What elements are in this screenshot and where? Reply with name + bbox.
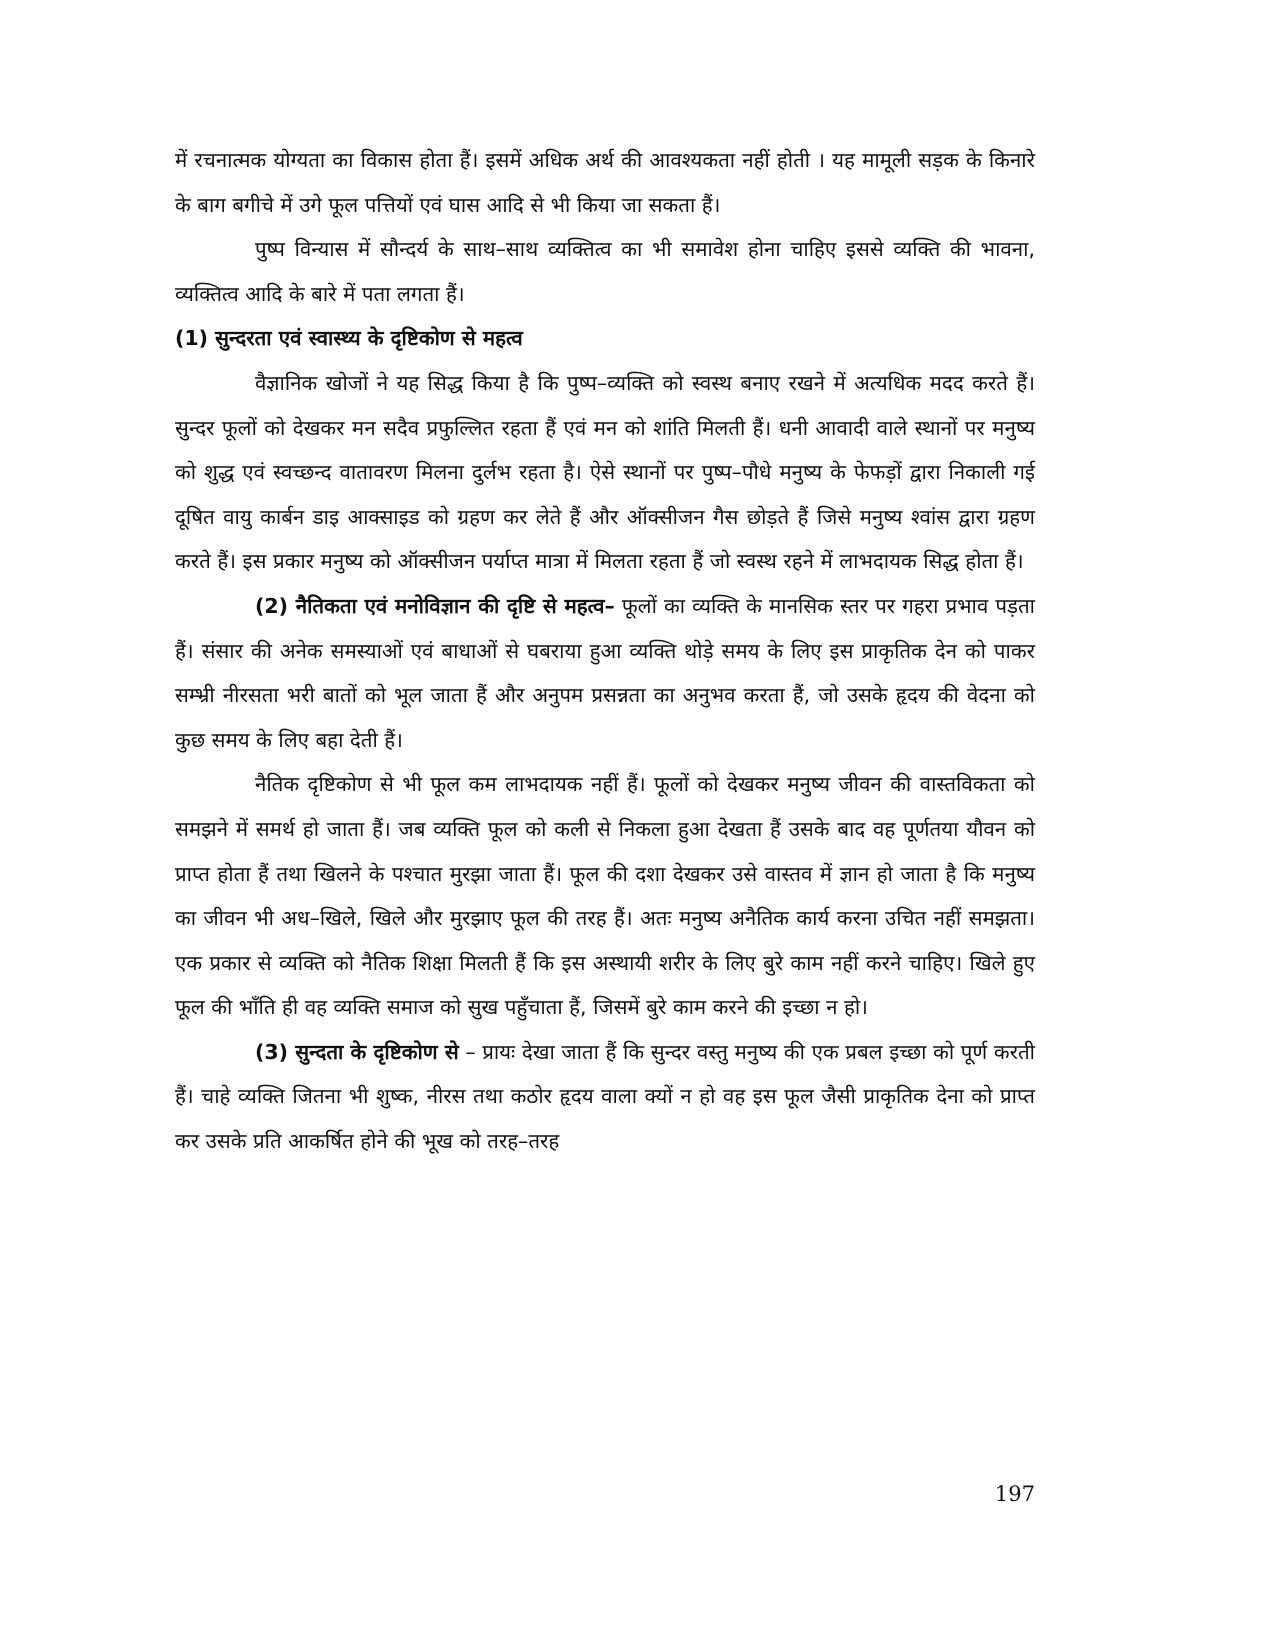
paragraph-intro-continuation: में रचनात्मक योग्यता का विकास होता हैं। इसमें अधिक अर्थ की आवश्यकता नहीं होती । यह मामूली सड़क के किनारे के बाग बगीचे में उगे फूल पत्तियों एवं घास आदि से भी किया जा सकता हैं। <box>175 148 1035 217</box>
paragraph-ethics-psychology <box>175 584 1035 762</box>
page-body <box>175 138 1035 1164</box>
paragraph-beauty-health: वैज्ञानिक खोजों ने यह सिद्ध किया है कि पुष्प–व्यक्ति को स्वस्थ बनाए रखने में अत्यधिक मदद करते हैं। सुन्दर फूलों को देखकर मन सदैव प्रफुल्लित रहता हैं एवं मन को शांति मिलती हैं। धनी आवादी वाले स्थानों पर मनुष्य को शुद्ध एवं स्वच्छन्द वातावरण मिलना दुर्लभ रहता है। ऐसे स्थानों पर पुष्प–पौधे मनुष्य के फेफड़ों द्वारा निकाली गई दूषित वायु कार्बन डाइ आक्साइड को ग्रहण कर लेते हैं और ऑक्सीजन गैस छोड़ते हैं जिसे मनुष्य श्वांस द्वारा ग्रहण करते हैं। इस प्रकार मनुष्य को ऑक्सीजन पर्याप्त मात्रा में मिलता रहता हैं जो स्वस्थ रहने में लाभदायक सिद्ध होता हैं। <box>175 370 1035 574</box>
page-number: 197 <box>994 1482 1035 1506</box>
paragraph-beauty-view-text: – प्रायः देखा जाता हैं कि सुन्दर वस्तु मनुष्य की एक प्रबल इच्छा को पूर्ण करती हैं। चाहे व्यक्ति जितना भी शुष्क, नीरस तथा कठोर हृदय वाला क्यों न हो वह इस फूल जैसी प्राकृतिक देना को प्राप्त कर उसके प्रति आकर्षित होने की भूख को तरह–तरह <box>175 1039 1035 1154</box>
inline-heading-ethics-psychology: (2) नैतिकता एवं मनोविज्ञान की दृष्टि से महत्व– <box>255 593 615 618</box>
paragraph-moral-view: नैतिक दृष्टिकोण से भी फूल कम लाभदायक नहीं हैं। फूलों को देखकर मनुष्य जीवन की वास्तविकता को समझने में समर्थ हो जाता हैं। जब व्यक्ति फूल को कली से निकला हुआ देखता हैं उसके बाद वह पूर्णतया यौवन को प्राप्त होता हैं तथा खिलने के पश्चात मुरझा जाता हैं। फूल की दशा देखकर उसे वास्तव में ज्ञान हो जाता है कि मनुष्य का जीवन भी अध–खिले, खिले और मुरझाए फूल की तरह हैं। अतः मनुष्य अनैतिक कार्य करना उचित नहीं समझता। एक प्रकार से व्यक्ति को नैतिक शिक्षा मिलती हैं कि इस अस्थायी शरीर के लिए बुरे काम नहीं करने चाहिए। खिले हुए फूल की भाँति ही वह व्यक्ति समाज को सुख पहुँचाता हैं, जिसमें बुरे काम करने की इच्छा न हो। <box>175 772 1035 1020</box>
section-heading-beauty-health: (1) सुन्दरता एवं स्वास्थ्य के दृष्टिकोण से महत्व <box>175 326 523 351</box>
paragraph-beauty-view <box>175 1030 1035 1164</box>
paragraph-flower-arrangement: पुष्प विन्यास में सौन्दर्य के साथ–साथ व्यक्तित्व का भी समावेश होना चाहिए इससे व्यक्ति की भावना, व्यक्तित्व आदि के बारे में पता लगता हैं। <box>175 237 1035 306</box>
inline-heading-beauty-view: (3) सुन्दता के दृष्टिकोण से <box>255 1039 459 1064</box>
paragraph-ethics-psychology-text: फूलों का व्यक्ति के मानसिक स्तर पर गहरा प्रभाव पड़ता हैं। संसार की अनेक समस्याओं एवं बाधाओं से घबराया हुआ व्यक्ति थोड़े समय के लिए इस प्राकृतिक देन को पाकर सम्भ्री नीरसता भरी बातों को भूल जाता हैं और अनुपम प्रसन्नता का अनुभव करता हैं, जो उसके हृदय की वेदना को कुछ समय के लिए बहा देती हैं। <box>175 593 1035 752</box>
